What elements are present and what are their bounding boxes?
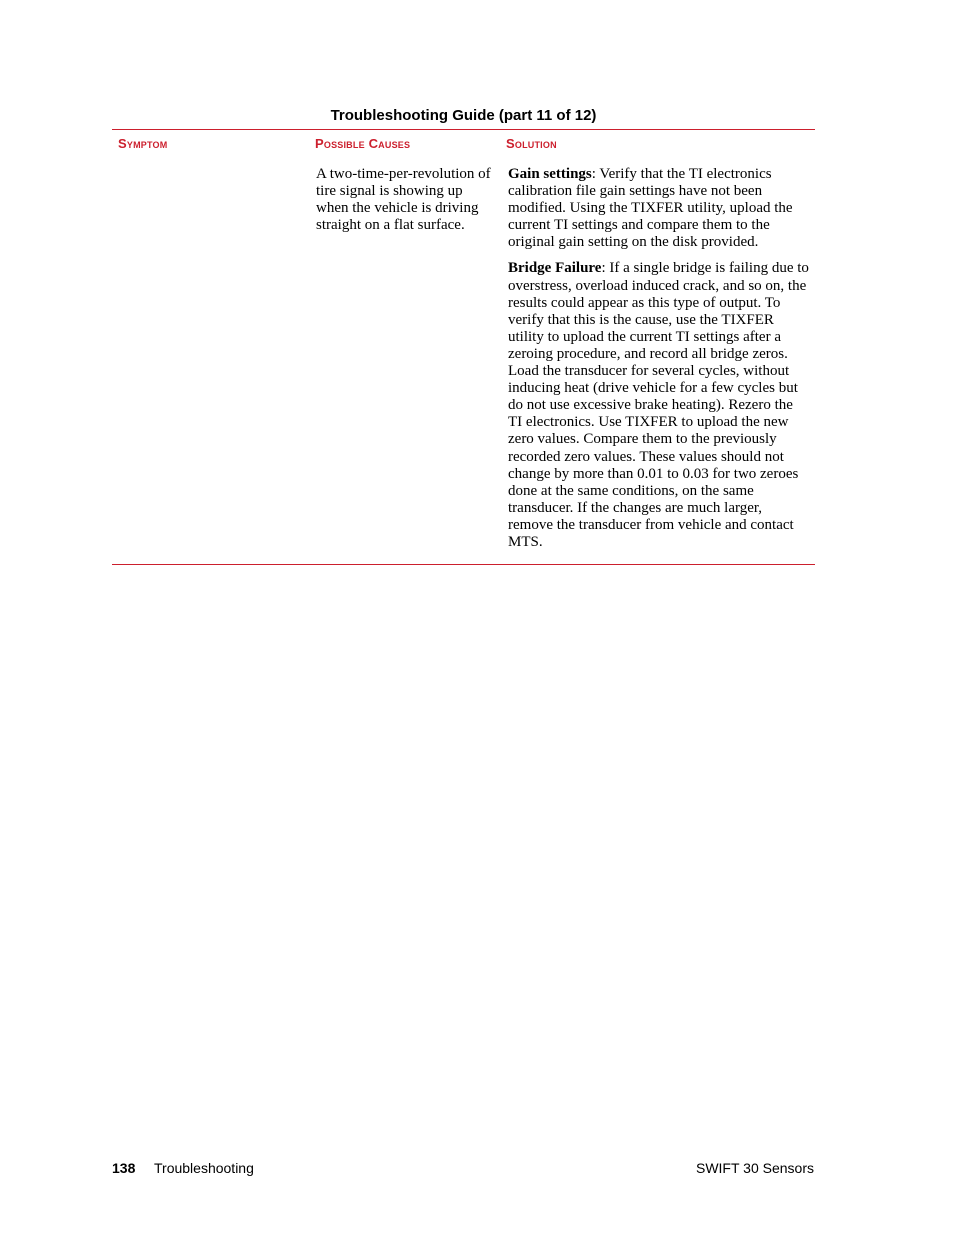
solution-cell	[508, 166, 810, 560]
solution-term: Gain settings	[508, 166, 592, 182]
column-header-possible-causes: Possible Causes	[315, 136, 411, 151]
column-header-symptom: Symptom	[118, 136, 168, 151]
solution-text: : If a single bridge is failing due to overstress, overload induced crack, and so on, the results could appear as this type of output. To verify that this is the cause, use the TIXFER utility to upload the current TI settings after a zeroing procedure, and record all bridge zeros. Load the transducer for several cycles, without inducing heat (drive vehicle for a few cycles but do not use excessive brake heating). Rezero the TI electronics. Use TIXFER to upload the new zero values. Compare them to the previously recorded zero values. These values should not change by more than 0.01 to 0.03 for two zeroes done at the same conditions, on the same transducer. If the changes are much larger, remove the transducer from vehicle and contact MTS.	[508, 260, 809, 550]
table-bottom-rule	[112, 564, 815, 565]
table-title: Troubleshooting Guide (part 11 of 12)	[330, 107, 597, 124]
footer-section-name: Troubleshooting	[154, 1160, 254, 1176]
solution-paragraph-gain-settings	[508, 166, 810, 251]
possible-cause-cell: A two-time-per-revolution of tire signal is showing up when the vehicle is driving straight on a flat surface.	[316, 166, 491, 234]
solution-term: Bridge Failure	[508, 260, 602, 277]
table-top-rule	[112, 129, 815, 130]
column-header-solution: Solution	[506, 136, 557, 151]
solution-paragraph-bridge-failure	[508, 260, 810, 551]
footer-page-number: 138	[112, 1160, 136, 1176]
solution-text: : Verify that the TI electronics calibration file gain settings have not been modified. Using the TIXFER utility, upload the current TI settings and compare them to the original gain setting on the disk provided.	[508, 166, 793, 251]
footer-product-name: SWIFT 30 Sensors	[695, 1160, 814, 1176]
